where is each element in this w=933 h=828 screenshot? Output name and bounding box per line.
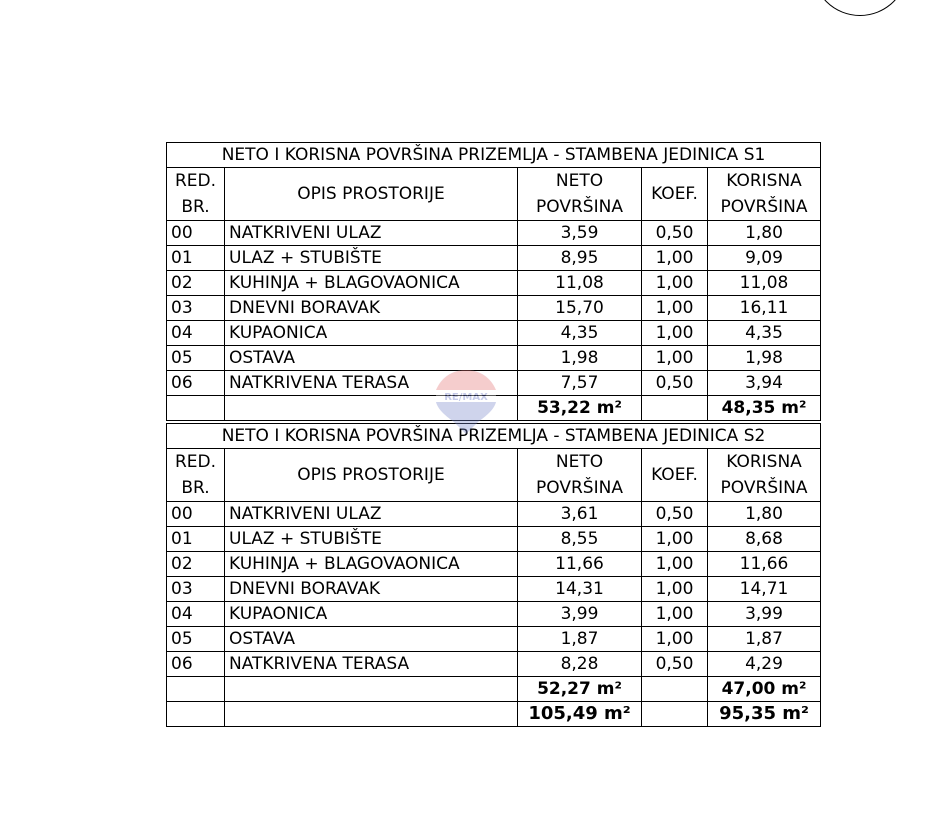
room-name: NATKRIVENI ULAZ (225, 221, 518, 246)
room-name: NATKRIVENA TERASA (225, 371, 518, 396)
korisna-value: 11,08 (708, 271, 821, 296)
room-name: OSTAVA (225, 627, 518, 652)
empty-cell (167, 702, 225, 727)
empty-cell (225, 396, 518, 421)
room-name: DNEVNI BORAVAK (225, 296, 518, 321)
header-neto-text: NETO POVRŠINA (536, 171, 623, 217)
logo-text: RE/MAX (444, 392, 488, 403)
korisna-value: 11,66 (708, 552, 821, 577)
table-row (167, 246, 821, 271)
row-number: 06 (167, 652, 225, 677)
header-koef: KOEF. (642, 168, 708, 221)
neto-value: 3,99 (518, 602, 642, 627)
neto-value: 4,35 (518, 321, 642, 346)
row-number: 00 (167, 502, 225, 527)
header-opis: OPIS PROSTORIJE (225, 449, 518, 502)
corner-circle-decoration (812, 0, 908, 16)
header-korisna-text: KORISNA POVRŠINA (720, 452, 808, 498)
empty-cell (642, 702, 708, 727)
table-row (167, 221, 821, 246)
koef-value: 1,00 (642, 346, 708, 371)
room-name: DNEVNI BORAVAK (225, 577, 518, 602)
header-opis: OPIS PROSTORIJE (225, 168, 518, 221)
neto-value: 3,59 (518, 221, 642, 246)
empty-cell (642, 677, 708, 702)
neto-value: 11,66 (518, 552, 642, 577)
table-row (167, 652, 821, 677)
subtotal-row (167, 677, 821, 702)
row-number: 05 (167, 627, 225, 652)
header-red-br-text: RED. BR. (174, 452, 217, 498)
koef-value: 1,00 (642, 321, 708, 346)
table-row (167, 271, 821, 296)
korisna-value: 1,80 (708, 221, 821, 246)
header-red-br (167, 168, 225, 221)
koef-value: 1,00 (642, 627, 708, 652)
neto-value: 11,08 (518, 271, 642, 296)
neto-value: 8,55 (518, 527, 642, 552)
empty-cell (642, 396, 708, 421)
subtotal-row (167, 396, 821, 421)
table-row (167, 502, 821, 527)
row-number: 06 (167, 371, 225, 396)
area-tables (166, 142, 820, 727)
row-number: 02 (167, 271, 225, 296)
row-number: 00 (167, 221, 225, 246)
row-number: 04 (167, 602, 225, 627)
table-row (167, 552, 821, 577)
table-row (167, 296, 821, 321)
subtotal-korisna: 47,00 m² (708, 677, 821, 702)
korisna-value: 9,09 (708, 246, 821, 271)
room-name: KUPAONICA (225, 602, 518, 627)
korisna-value: 4,35 (708, 321, 821, 346)
grand-total-neto: 105,49 m² (518, 702, 642, 727)
koef-value: 0,50 (642, 221, 708, 246)
room-name: KUHINJA + BLAGOVAONICA (225, 552, 518, 577)
row-number: 01 (167, 527, 225, 552)
subtotal-neto: 52,27 m² (518, 677, 642, 702)
neto-value: 14,31 (518, 577, 642, 602)
table-row (167, 627, 821, 652)
table-unit-s1 (166, 142, 821, 421)
header-neto (518, 168, 642, 221)
table-row (167, 527, 821, 552)
korisna-value: 8,68 (708, 527, 821, 552)
room-name: ULAZ + STUBIŠTE (225, 527, 518, 552)
header-korisna (708, 168, 821, 221)
header-korisna (708, 449, 821, 502)
neto-value: 8,28 (518, 652, 642, 677)
table-title-row (167, 143, 821, 168)
koef-value: 0,50 (642, 371, 708, 396)
table-row (167, 371, 821, 396)
room-name: OSTAVA (225, 346, 518, 371)
room-name: ULAZ + STUBIŠTE (225, 246, 518, 271)
koef-value: 1,00 (642, 602, 708, 627)
row-number: 01 (167, 246, 225, 271)
korisna-value: 3,99 (708, 602, 821, 627)
korisna-value: 14,71 (708, 577, 821, 602)
table-unit-s2 (166, 423, 821, 727)
table-row (167, 577, 821, 602)
empty-cell (225, 677, 518, 702)
neto-value: 15,70 (518, 296, 642, 321)
row-number: 03 (167, 577, 225, 602)
table-row (167, 321, 821, 346)
koef-value: 0,50 (642, 502, 708, 527)
table-title-row (167, 424, 821, 449)
korisna-value: 1,98 (708, 346, 821, 371)
neto-value: 1,98 (518, 346, 642, 371)
header-korisna-text: KORISNA POVRŠINA (720, 171, 808, 217)
neto-value: 8,95 (518, 246, 642, 271)
koef-value: 0,50 (642, 652, 708, 677)
row-number: 04 (167, 321, 225, 346)
room-name: NATKRIVENI ULAZ (225, 502, 518, 527)
empty-cell (167, 677, 225, 702)
empty-cell (225, 702, 518, 727)
header-koef: KOEF. (642, 449, 708, 502)
room-name: KUHINJA + BLAGOVAONICA (225, 271, 518, 296)
grand-total-korisna: 95,35 m² (708, 702, 821, 727)
korisna-value: 3,94 (708, 371, 821, 396)
room-name: KUPAONICA (225, 321, 518, 346)
header-neto (518, 449, 642, 502)
table-title: NETO I KORISNA POVRŠINA PRIZEMLJA - STAMBENA JEDINICA S1 (167, 143, 821, 168)
subtotal-korisna: 48,35 m² (708, 396, 821, 421)
table-header-row (167, 449, 821, 502)
korisna-value: 1,87 (708, 627, 821, 652)
empty-cell (167, 396, 225, 421)
koef-value: 1,00 (642, 577, 708, 602)
table-row (167, 602, 821, 627)
neto-value: 3,61 (518, 502, 642, 527)
neto-value: 7,57 (518, 371, 642, 396)
table-title: NETO I KORISNA POVRŠINA PRIZEMLJA - STAMBENA JEDINICA S2 (167, 424, 821, 449)
table-header-row (167, 168, 821, 221)
header-neto-text: NETO POVRŠINA (536, 452, 623, 498)
koef-value: 1,00 (642, 296, 708, 321)
koef-value: 1,00 (642, 527, 708, 552)
row-number: 03 (167, 296, 225, 321)
room-name: NATKRIVENA TERASA (225, 652, 518, 677)
koef-value: 1,00 (642, 246, 708, 271)
korisna-value: 4,29 (708, 652, 821, 677)
table-row (167, 346, 821, 371)
header-red-br-text: RED. BR. (174, 171, 217, 217)
korisna-value: 1,80 (708, 502, 821, 527)
neto-value: 1,87 (518, 627, 642, 652)
koef-value: 1,00 (642, 552, 708, 577)
subtotal-neto: 53,22 m² (518, 396, 642, 421)
korisna-value: 16,11 (708, 296, 821, 321)
row-number: 02 (167, 552, 225, 577)
header-red-br (167, 449, 225, 502)
row-number: 05 (167, 346, 225, 371)
koef-value: 1,00 (642, 271, 708, 296)
grand-total-row (167, 702, 821, 727)
